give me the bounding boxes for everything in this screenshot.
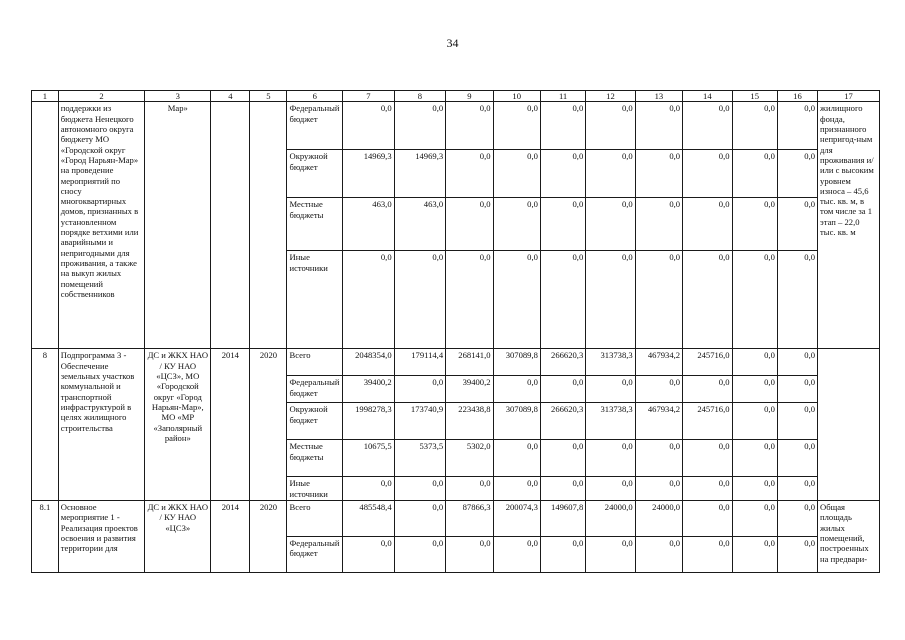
table-row [32,500,880,536]
funding-value: 0,0 [635,440,682,477]
measure-name: Основное мероприятие 1 - Реализация проектов освоения и развития территории для [58,500,145,572]
funding-value: 313738,3 [586,349,635,376]
start-year: 2014 [211,500,250,572]
funding-value: 0,0 [777,536,817,572]
funding-value: 0,0 [493,376,540,403]
funding-value: 0,0 [732,536,777,572]
funding-value: 0,0 [540,198,585,251]
funding-value: 0,0 [394,251,446,349]
funding-value: 0,0 [493,477,540,501]
funding-value: 0,0 [586,440,635,477]
column-header: 6 [287,91,343,102]
executor: ДС и ЖКХ НАО / КУ НАО «ЦСЗ» [145,500,211,572]
funding-value: 0,0 [635,150,682,198]
funding-value: 0,0 [732,251,777,349]
funding-value: 0,0 [732,440,777,477]
funding-value: 0,0 [540,150,585,198]
funding-source: Иные источники [287,477,343,501]
funding-source: Федеральный бюджет [287,102,343,150]
funding-value: 0,0 [343,102,395,150]
funding-value: 0,0 [635,102,682,150]
executor: Мар» [145,102,211,349]
expected-result: жилищного фонда, признанного непригод-ным для проживания и/или с высоким уровнем износа – 45,6 тыс. кв. м, в том числе за 1 этап – 22,0 тыс. кв. м [818,102,880,349]
funding-value: 0,0 [635,536,682,572]
column-header: 3 [145,91,211,102]
funding-value: 467934,2 [635,349,682,376]
executor: ДС и ЖКХ НАО / КУ НАО «ЦСЗ», МО «Городской округ «Город Нарьян-Мар», МО «МР «Заполярный район» [145,349,211,501]
funding-source: Всего [287,349,343,376]
funding-value: 0,0 [540,440,585,477]
funding-value: 39400,2 [446,376,493,403]
funding-value: 0,0 [394,102,446,150]
funding-value: 0,0 [683,102,732,150]
row-number [32,102,59,349]
funding-value: 0,0 [683,500,732,536]
funding-value: 173740,9 [394,403,446,440]
funding-value: 0,0 [777,500,817,536]
funding-value: 0,0 [635,198,682,251]
funding-value: 0,0 [777,198,817,251]
funding-value: 0,0 [586,150,635,198]
funding-value: 0,0 [777,102,817,150]
funding-value: 0,0 [683,198,732,251]
funding-value: 0,0 [777,251,817,349]
funding-value: 0,0 [343,251,395,349]
funding-value: 0,0 [394,536,446,572]
funding-value: 0,0 [777,376,817,403]
funding-value: 0,0 [540,102,585,150]
funding-value: 14969,3 [343,150,395,198]
funding-value: 1998278,3 [343,403,395,440]
expected-result [818,349,880,501]
funding-value: 0,0 [586,536,635,572]
column-header: 7 [343,91,395,102]
funding-value: 268141,0 [446,349,493,376]
funding-value: 39400,2 [343,376,395,403]
funding-value: 0,0 [732,376,777,403]
column-header: 15 [732,91,777,102]
funding-value: 0,0 [586,376,635,403]
funding-value: 0,0 [446,150,493,198]
funding-value: 266620,3 [540,403,585,440]
column-header: 17 [818,91,880,102]
funding-value: 0,0 [683,536,732,572]
funding-value: 0,0 [586,198,635,251]
column-header: 4 [211,91,250,102]
funding-value: 0,0 [732,349,777,376]
funding-value: 0,0 [394,376,446,403]
funding-value: 5302,0 [446,440,493,477]
funding-value: 0,0 [732,500,777,536]
funding-value: 0,0 [493,102,540,150]
funding-value: 0,0 [540,536,585,572]
column-header: 2 [58,91,145,102]
end-year: 2020 [250,500,287,572]
funding-value: 485548,4 [343,500,395,536]
funding-value: 0,0 [493,198,540,251]
column-header: 16 [777,91,817,102]
funding-value: 0,0 [683,376,732,403]
funding-value: 0,0 [540,376,585,403]
funding-value: 200074,3 [493,500,540,536]
funding-source: Местные бюджеты [287,440,343,477]
start-year [211,102,250,349]
measure-name: поддержки из бюджета Ненецкого автономного округа бюджету МО «Городской округ «Город Нарьян-Мар» на проведение мероприятий по сносу многоквартирных домов, признанных в установленном порядке ветхими или аварийными и непригодными для проживания, а также на выкуп жилых помещений собственников [58,102,145,349]
funding-value: 0,0 [586,477,635,501]
funding-value: 0,0 [493,440,540,477]
funding-value: 0,0 [777,477,817,501]
column-header: 12 [586,91,635,102]
column-header: 5 [250,91,287,102]
funding-value: 0,0 [635,477,682,501]
funding-source: Федеральный бюджет [287,536,343,572]
funding-value: 0,0 [493,536,540,572]
table-body [32,102,880,573]
column-header: 8 [394,91,446,102]
funding-source: Иные источники [287,251,343,349]
funding-value: 0,0 [586,251,635,349]
funding-value: 0,0 [446,536,493,572]
header-row [32,91,880,102]
funding-value: 307089,8 [493,403,540,440]
funding-value: 0,0 [586,102,635,150]
funding-value: 0,0 [732,477,777,501]
funding-value: 223438,8 [446,403,493,440]
end-year [250,102,287,349]
funding-value: 0,0 [540,477,585,501]
funding-value: 0,0 [394,500,446,536]
funding-value: 149607,8 [540,500,585,536]
funding-value: 463,0 [343,198,395,251]
funding-value: 0,0 [493,150,540,198]
funding-value: 0,0 [493,251,540,349]
funding-source: Местные бюджеты [287,198,343,251]
funding-value: 87866,3 [446,500,493,536]
funding-value: 14969,3 [394,150,446,198]
funding-value: 0,0 [683,150,732,198]
funding-value: 0,0 [777,403,817,440]
funding-source: Всего [287,500,343,536]
column-header: 14 [683,91,732,102]
funding-value: 10675,5 [343,440,395,477]
funding-value: 0,0 [343,536,395,572]
funding-value: 245716,0 [683,349,732,376]
funding-value: 467934,2 [635,403,682,440]
funding-value: 266620,3 [540,349,585,376]
funding-source: Окружной бюджет [287,403,343,440]
funding-value: 0,0 [540,251,585,349]
funding-value: 0,0 [635,376,682,403]
funding-value: 0,0 [777,440,817,477]
funding-value: 245716,0 [683,403,732,440]
funding-value: 0,0 [394,477,446,501]
funding-source: Федеральный бюджет [287,376,343,403]
start-year: 2014 [211,349,250,501]
funding-value: 0,0 [732,403,777,440]
funding-value: 0,0 [343,477,395,501]
column-header: 9 [446,91,493,102]
funding-value: 307089,8 [493,349,540,376]
funding-value: 313738,3 [586,403,635,440]
funding-value: 0,0 [732,102,777,150]
funding-value: 0,0 [683,251,732,349]
funding-value: 24000,0 [586,500,635,536]
funding-value: 0,0 [683,477,732,501]
funding-value: 0,0 [446,102,493,150]
table-row [32,102,880,150]
column-header: 13 [635,91,682,102]
program-table [31,90,880,573]
funding-value: 0,0 [446,477,493,501]
funding-value: 0,0 [777,150,817,198]
funding-value: 2048354,0 [343,349,395,376]
funding-value: 24000,0 [635,500,682,536]
row-number: 8.1 [32,500,59,572]
row-number: 8 [32,349,59,501]
funding-value: 0,0 [446,251,493,349]
funding-value: 0,0 [732,198,777,251]
funding-value: 0,0 [777,349,817,376]
page-number: 34 [446,36,459,50]
funding-value: 179114,4 [394,349,446,376]
expected-result: Общая площадь жилых помещений, построенных на предвари- [818,500,880,572]
funding-value: 0,0 [635,251,682,349]
funding-value: 0,0 [683,440,732,477]
column-header: 10 [493,91,540,102]
funding-source: Окружной бюджет [287,150,343,198]
funding-value: 0,0 [732,150,777,198]
column-header: 1 [32,91,59,102]
end-year: 2020 [250,349,287,501]
funding-value: 463,0 [394,198,446,251]
table-row [32,349,880,376]
table-header [32,91,880,102]
funding-value: 0,0 [446,198,493,251]
column-header: 11 [540,91,585,102]
funding-value: 5373,5 [394,440,446,477]
measure-name: Подпрограмма 3 - Обеспечение земельных участков коммунальной и транспортной инфраструктурой в целях жилищного строительства [58,349,145,501]
